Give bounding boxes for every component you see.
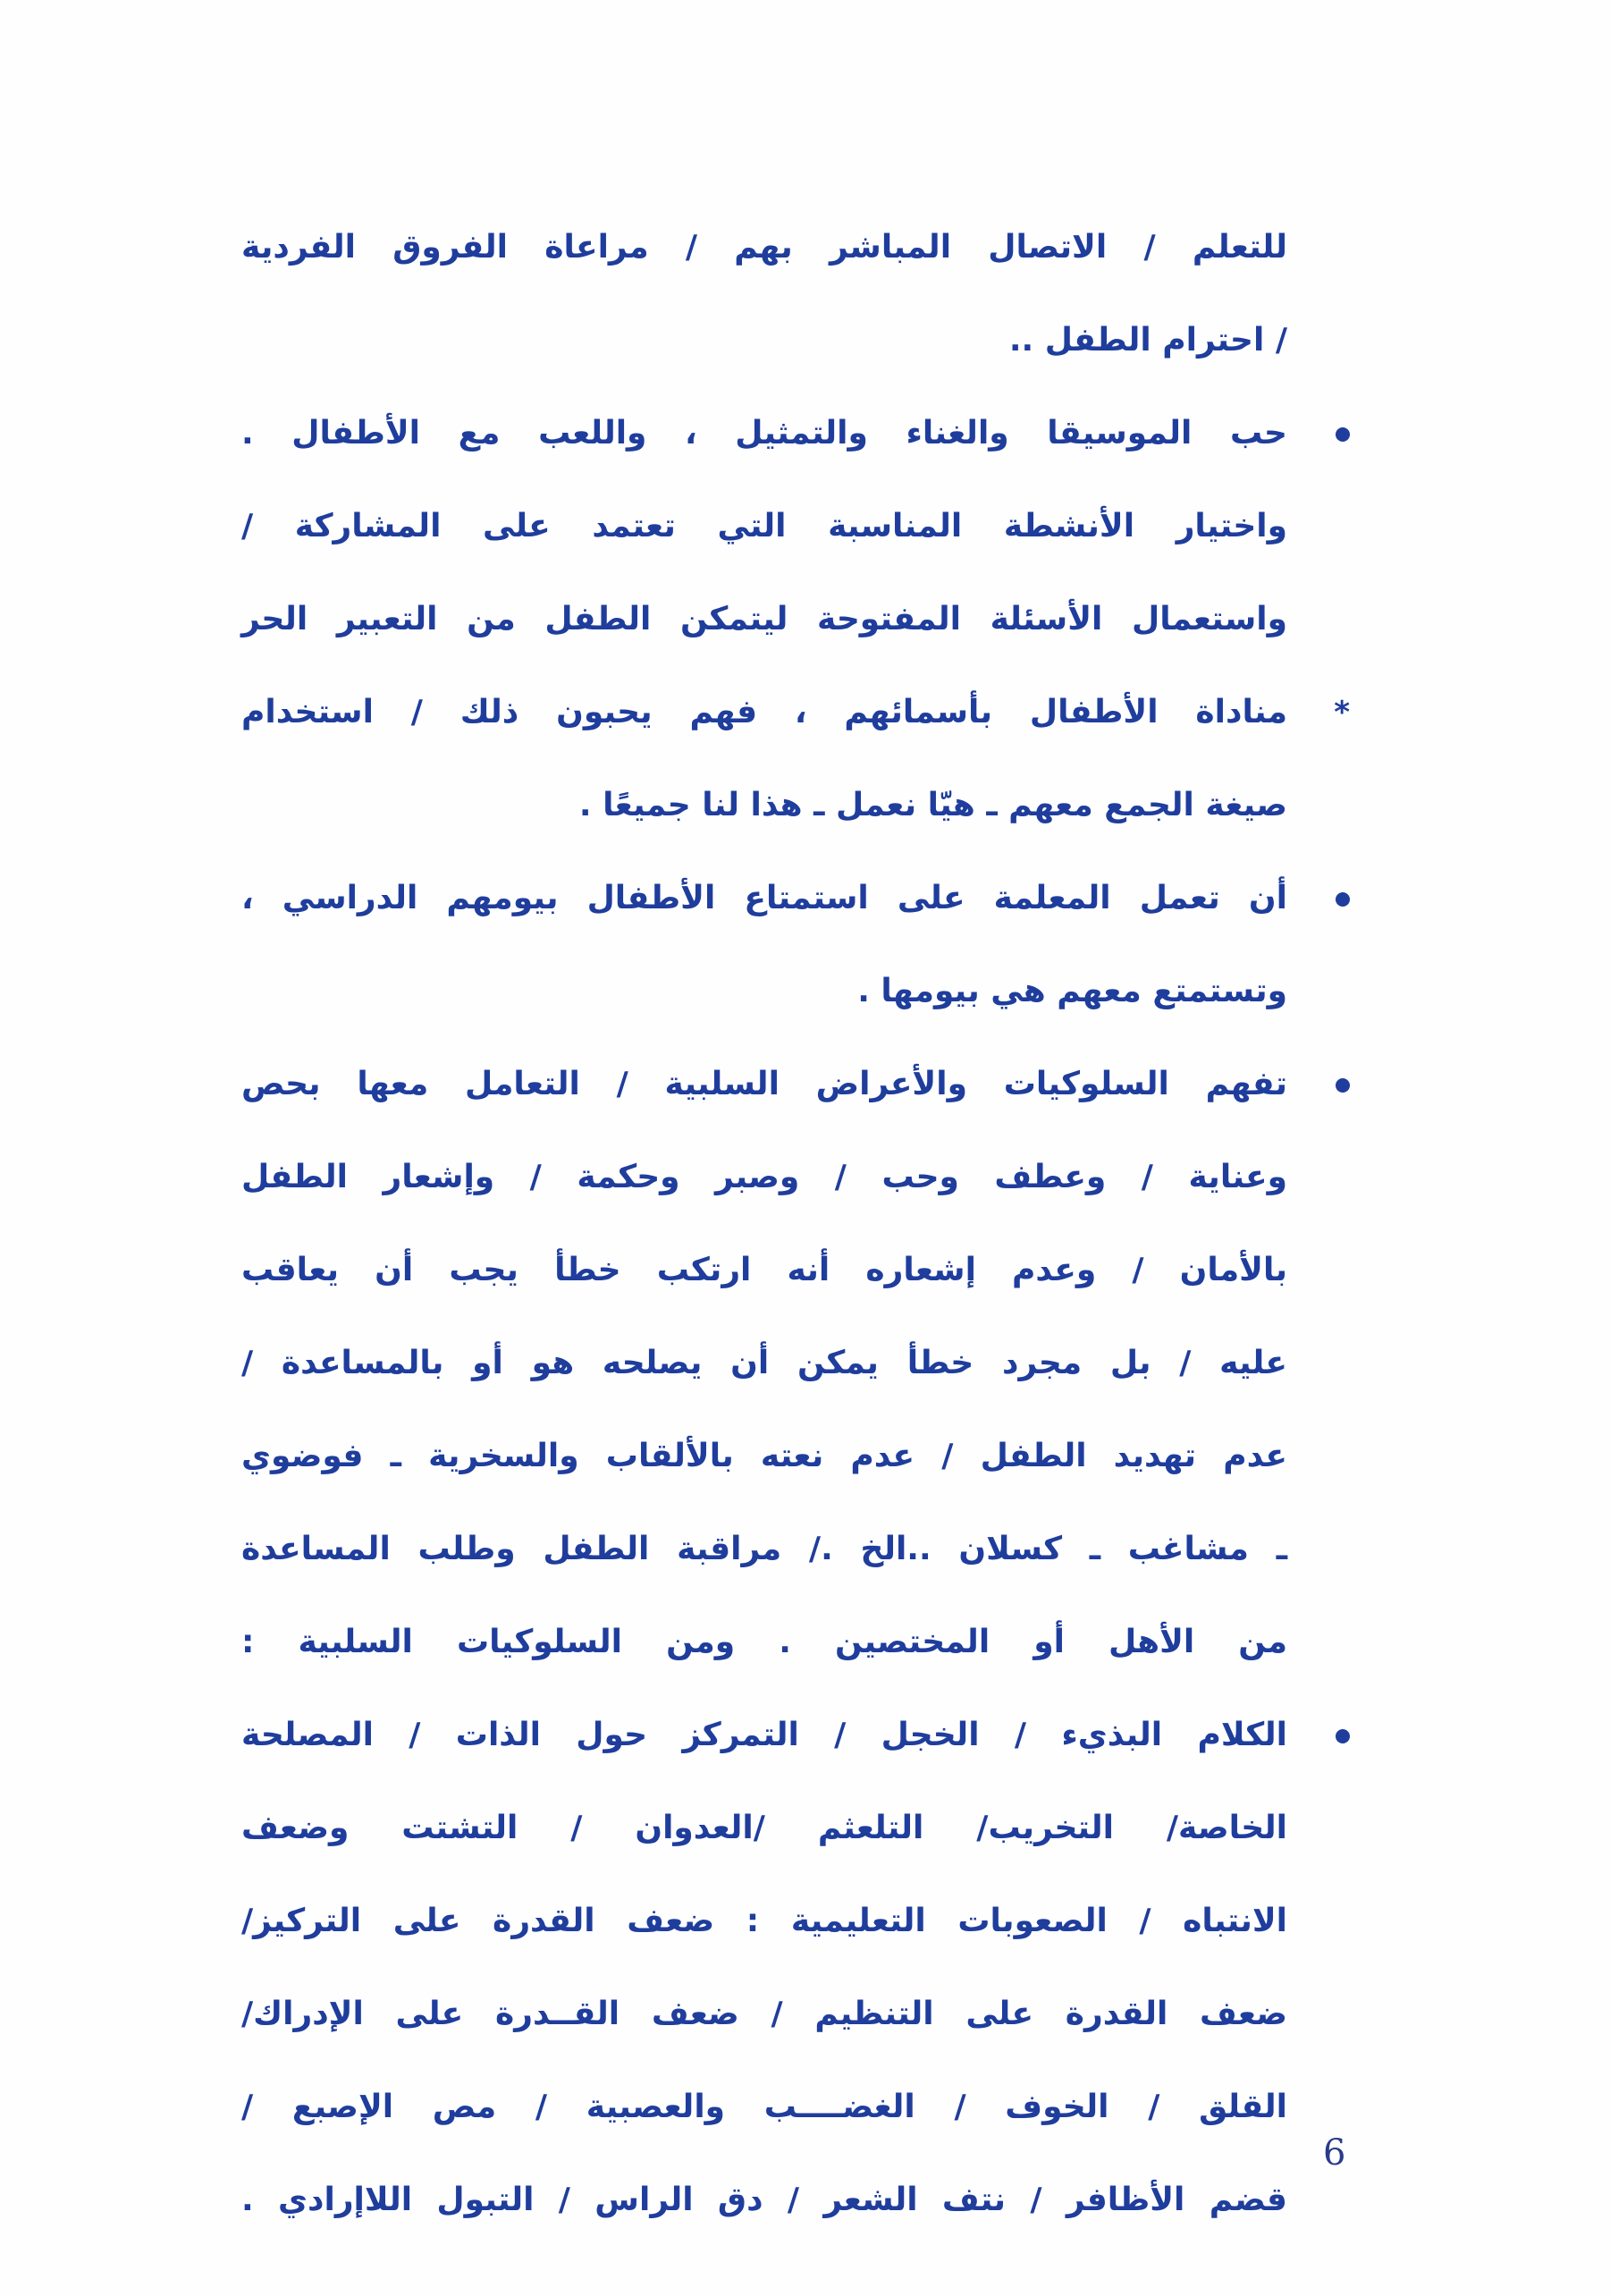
text-line xyxy=(241,2154,1287,2247)
line-text: ضعف القدرة على التنظيم / ضعف القــدرة على الإدراك/ xyxy=(241,1996,1287,2032)
text-line xyxy=(241,852,1287,945)
bullet-dot-icon xyxy=(1314,1689,1350,1782)
line-text: عدم تهديد الطفل / عدم نعته بالألقاب والسخرية ـ فوضوي xyxy=(241,1438,1287,1474)
text-line xyxy=(241,759,1287,852)
text-line xyxy=(241,1410,1287,1503)
text-line xyxy=(241,1224,1287,1317)
line-text: وعناية / وعطف وحب / وصبر وحكمة / وإشعار الطفل xyxy=(241,1159,1287,1195)
bullet-dot-icon xyxy=(1314,852,1350,945)
text-line xyxy=(241,1317,1287,1410)
bullet-asterisk-icon: * xyxy=(1334,695,1350,730)
text-line xyxy=(241,387,1287,480)
text-line xyxy=(241,1689,1287,1782)
text-line xyxy=(241,1968,1287,2061)
page-number: 6 xyxy=(1323,2132,1346,2174)
line-text: تفهم السلوكيات والأعراض السلبية / التعامل معها بحص xyxy=(241,1066,1287,1102)
text-line xyxy=(241,945,1287,1038)
bullet-dot-icon xyxy=(1314,387,1350,480)
text-line xyxy=(241,1038,1287,1131)
text-line xyxy=(241,666,1350,759)
line-text: ـ مشاغب ـ كسلان ..الخ ./ مراقبة الطفل وطلب المساعدة xyxy=(241,1531,1287,1567)
text-line xyxy=(241,1131,1287,1224)
line-text: عليه / بل مجرد خطأ يمكن أن يصلحه هو أو بالمساعدة / xyxy=(241,1345,1287,1381)
text-line xyxy=(241,2061,1287,2154)
line-text: حب الموسيقا والغناء والتمثيل ، واللعب مع الأطفال . xyxy=(241,415,1287,452)
text-line xyxy=(241,573,1287,666)
text-line xyxy=(241,201,1287,294)
line-text: صيغة الجمع معهم ـ هيّا نعمل ـ هذا لنا جميعًا . xyxy=(578,787,1287,823)
bullet-dot-icon xyxy=(1314,1038,1350,1131)
line-text: أن تعمل المعلمة على استمتاع الأطفال بيومهم الدراسي ، xyxy=(241,880,1287,916)
line-text: واختيار الأنشطة المناسبة التي تعتمد على المشاركة / xyxy=(241,508,1287,544)
text-line xyxy=(241,1782,1287,1875)
text-line xyxy=(241,1596,1287,1689)
body-text xyxy=(241,201,1350,2247)
line-text: وتستمتع معهم هي بيومها . xyxy=(857,973,1287,1009)
line-text: / احترام الطفل .. xyxy=(1008,322,1287,359)
line-text: واستعمال الأسئلة المفتوحة ليتمكن الطفل من التعبير الحر xyxy=(241,601,1287,637)
text-line xyxy=(241,294,1287,387)
line-text: للتعلم / الاتصال المباشر بهم / مراعاة الفروق الفردية xyxy=(241,229,1287,266)
text-line xyxy=(241,480,1287,573)
text-line xyxy=(241,1503,1287,1596)
line-text: الخاصة/ التخريب/ التلعثم /العدوان / التشتت وضعف xyxy=(241,1810,1287,1846)
line-text: القلق / الخوف / الغضــــب والعصبية / مص الإصبع / xyxy=(241,2089,1287,2125)
line-text: قضم الأظافر / نتف الشعر / دق الراس / التبول اللاإرادي . xyxy=(241,2182,1287,2218)
line-text: الانتباه / الصعوبات التعليمية : ضعف القدرة على التركيز/ xyxy=(241,1903,1287,1939)
line-text: من الأهل أو المختصين . ومن السلوكيات السلبية : xyxy=(241,1624,1287,1660)
line-text: بالأمان / وعدم إشعاره أنه ارتكب خطأ يجب أن يعاقب xyxy=(241,1252,1287,1288)
line-text: مناداة الأطفال بأسمائهم ، فهم يحبون ذلك / استخدام xyxy=(241,694,1287,730)
line-text: الكلام البذيء / الخجل / التمركز حول الذات / المصلحة xyxy=(241,1717,1287,1753)
text-line xyxy=(241,1875,1287,1968)
